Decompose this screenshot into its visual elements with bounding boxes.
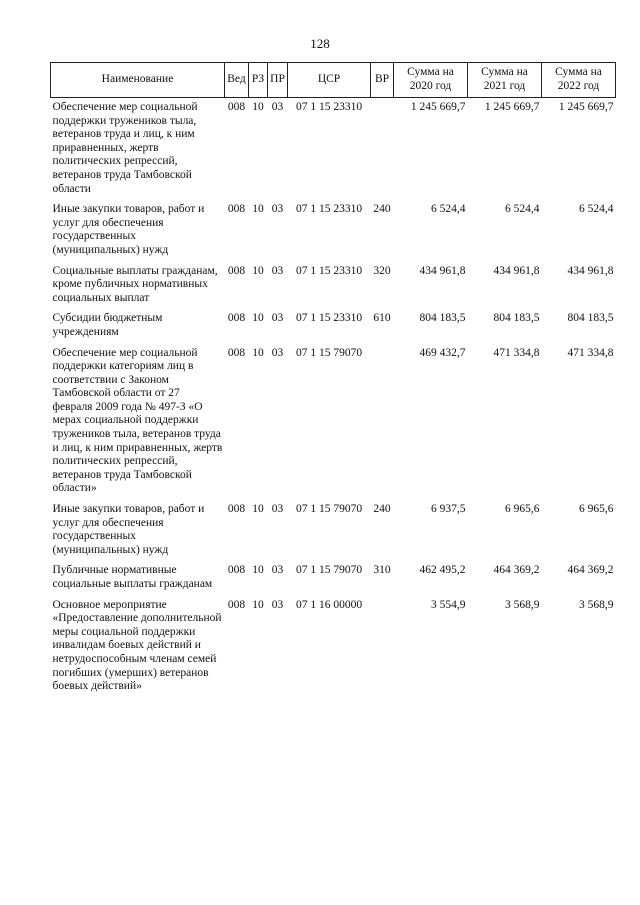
row-pr: 03 [271, 503, 284, 516]
row-sum-2022: 471 334,8 [567, 346, 614, 359]
row-ved: 008 [227, 503, 246, 516]
row-vr: 320 [373, 264, 391, 277]
budget-table [50, 62, 616, 698]
row-sum-2021: 6 965,6 [505, 503, 540, 516]
table-row [51, 596, 616, 698]
row-ved: 008 [227, 312, 246, 325]
table-row [51, 262, 616, 310]
row-name: Иные закупки товаров, работ и услуг для обеспечения государственных (муниципальных) нужд [52, 503, 205, 556]
row-pr: 03 [271, 312, 284, 325]
row-vr: 240 [373, 503, 391, 516]
header-pr: ПР [268, 63, 288, 98]
row-csr: 07 1 15 23310 [295, 203, 363, 216]
header-csr: ЦСР [288, 63, 371, 98]
row-sum-2021: 6 524,4 [505, 203, 540, 216]
row-sum-2020: 804 183,5 [419, 312, 466, 325]
row-sum-2022: 1 245 669,7 [558, 101, 614, 113]
row-sum-2022: 6 965,6 [579, 503, 614, 516]
row-name: Субсидии бюджетным учреждениям [52, 312, 163, 338]
row-vr [371, 98, 394, 201]
row-rz: 10 [252, 346, 264, 359]
row-ved: 008 [227, 346, 246, 359]
row-sum-2022: 804 183,5 [567, 312, 614, 325]
table-row [51, 98, 616, 201]
row-rz: 10 [252, 203, 264, 216]
header-sum-2022: Сумма на 2022 год [542, 63, 616, 98]
row-sum-2022: 6 524,4 [579, 203, 614, 216]
row-sum-2020: 469 432,7 [419, 346, 466, 359]
page-number: 128 [310, 36, 330, 51]
row-ved: 008 [227, 564, 246, 577]
row-sum-2020: 3 554,9 [431, 598, 466, 611]
row-name: Основное мероприятие «Предоставление дополнительной меры социальной поддержки инвалидам боевых действий и нетрудоспособным членам семей погибших (умерших) ветеранов боевых действий» [52, 598, 222, 693]
row-csr: 07 1 15 23310 [295, 101, 363, 113]
row-pr: 03 [271, 564, 284, 577]
row-vr: 610 [373, 312, 391, 325]
row-pr: 03 [271, 346, 284, 359]
row-sum-2021: 434 961,8 [493, 264, 540, 277]
row-rz: 10 [252, 101, 264, 113]
header-sum-2021: Сумма на 2021 год [468, 63, 542, 98]
row-sum-2022: 464 369,2 [567, 564, 614, 577]
row-sum-2021: 464 369,2 [493, 564, 540, 577]
row-rz: 10 [252, 564, 264, 577]
row-vr: 310 [373, 564, 391, 577]
row-sum-2020: 462 495,2 [419, 564, 466, 577]
row-sum-2022: 434 961,8 [567, 264, 614, 277]
row-ved: 008 [227, 203, 246, 216]
row-rz: 10 [252, 264, 264, 277]
row-csr: 07 1 15 23310 [295, 312, 363, 325]
row-sum-2021: 471 334,8 [493, 346, 540, 359]
row-vr [371, 596, 394, 698]
table-row [51, 200, 616, 261]
row-rz: 10 [252, 312, 264, 325]
header-sum-2020: Сумма на 2020 год [394, 63, 468, 98]
row-sum-2021: 804 183,5 [493, 312, 540, 325]
table-row [51, 561, 616, 595]
table-header-row [51, 63, 616, 98]
row-pr: 03 [271, 101, 284, 113]
table-row [51, 309, 616, 343]
row-name: Иные закупки товаров, работ и услуг для обеспечения государственных (муниципальных) нужд [52, 203, 205, 256]
row-name: Публичные нормативные социальные выплаты гражданам [52, 564, 213, 590]
row-sum-2020: 1 245 669,7 [410, 101, 466, 113]
row-sum-2022: 3 568,9 [579, 598, 614, 611]
row-sum-2020: 6 524,4 [431, 203, 466, 216]
row-sum-2021: 3 568,9 [505, 598, 540, 611]
header-ved: Вед [225, 63, 249, 98]
row-rz: 10 [252, 598, 264, 611]
row-pr: 03 [271, 203, 284, 216]
table-row [51, 500, 616, 561]
row-sum-2021: 1 245 669,7 [484, 101, 540, 113]
row-pr: 03 [271, 264, 284, 277]
row-vr: 240 [373, 203, 391, 216]
header-name: Наименование [51, 63, 225, 98]
row-csr: 07 1 15 79070 [295, 564, 363, 577]
row-name: Обеспечение мер социальной поддержки категориям лиц в соответствии с Законом Тамбовской области от 27 февраля 2009 года № 497-З «О мерах социальной поддержки тружеников тыла, ветеранов труда и лиц, к ним приравненных, жертв политических репрессий, ветеранов труда Тамбовской области» [52, 346, 223, 495]
row-ved: 008 [227, 598, 246, 611]
row-csr: 07 1 15 23310 [295, 264, 363, 277]
row-ved: 008 [227, 264, 246, 277]
row-sum-2020: 434 961,8 [419, 264, 466, 277]
row-ved: 008 [227, 101, 246, 113]
header-rz: РЗ [249, 63, 268, 98]
row-csr: 07 1 16 00000 [295, 598, 363, 611]
header-vr: ВР [371, 63, 394, 98]
row-csr: 07 1 15 79070 [295, 503, 363, 516]
row-vr [371, 344, 394, 501]
row-pr: 03 [271, 598, 284, 611]
row-csr: 07 1 15 79070 [295, 346, 363, 359]
row-sum-2020: 6 937,5 [431, 503, 466, 516]
row-name: Социальные выплаты гражданам, кроме публичных нормативных социальных выплат [52, 264, 218, 304]
row-rz: 10 [252, 503, 264, 516]
table-row [51, 344, 616, 501]
row-name: Обеспечение мер социальной поддержки тружеников тыла, ветеранов труда и лиц, к ним приравненных, жертв политических репрессий, ветеранов труда Тамбовской области [52, 101, 198, 195]
